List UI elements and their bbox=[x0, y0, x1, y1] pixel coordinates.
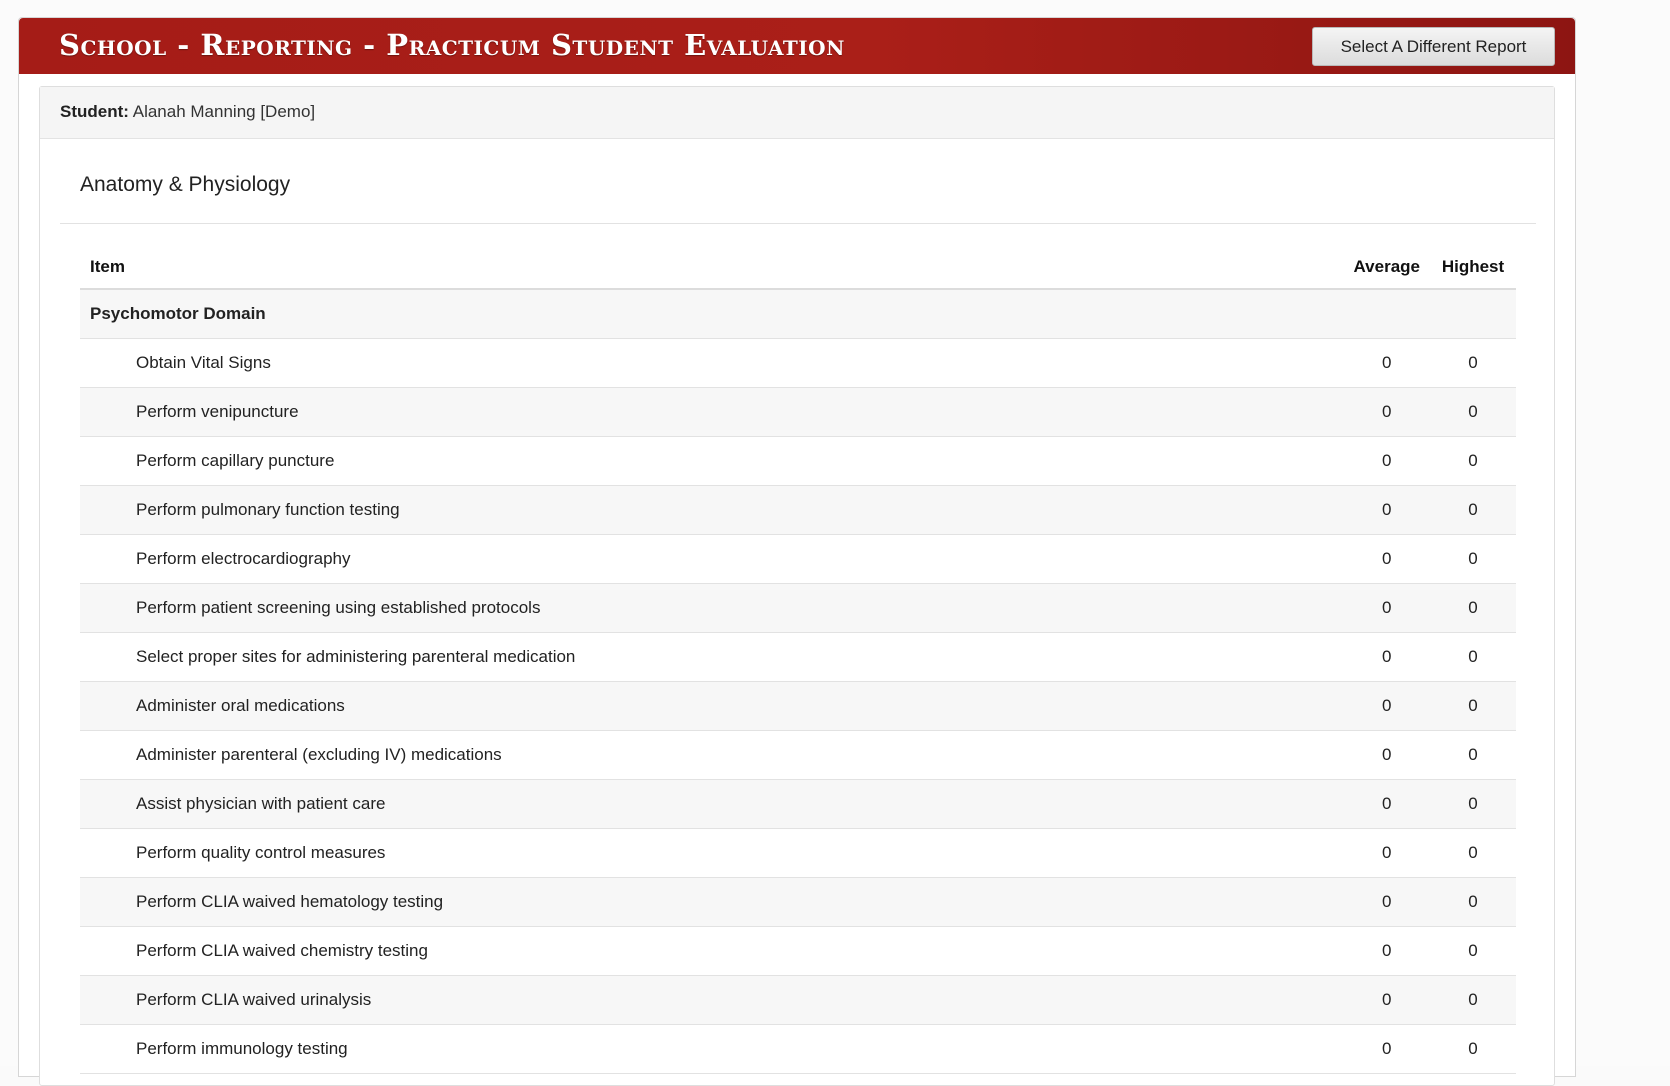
report-content bbox=[39, 86, 1555, 1086]
table-row bbox=[80, 338, 1516, 387]
report-panel bbox=[18, 17, 1576, 1077]
row-average-value: 0 bbox=[1344, 632, 1430, 681]
column-header-average: Average bbox=[1344, 245, 1430, 289]
row-item-label: Assist physician with patient care bbox=[80, 779, 1344, 828]
row-item-label: Perform CLIA waived chemistry testing bbox=[80, 926, 1344, 975]
row-highest-value: 0 bbox=[1430, 975, 1516, 1024]
row-item-label: Perform CLIA waived urinalysis bbox=[80, 975, 1344, 1024]
table-row bbox=[80, 485, 1516, 534]
row-item-label: Perform immunology testing bbox=[80, 1024, 1344, 1073]
table-body bbox=[80, 289, 1516, 1073]
table-row bbox=[80, 975, 1516, 1024]
table-header-row bbox=[80, 245, 1516, 289]
section-title: Anatomy & Physiology bbox=[80, 173, 291, 196]
student-label: Student: bbox=[60, 102, 129, 121]
row-average-value: 0 bbox=[1344, 436, 1430, 485]
table-row bbox=[80, 681, 1516, 730]
row-highest-value: 0 bbox=[1430, 387, 1516, 436]
row-average-value: 0 bbox=[1344, 387, 1430, 436]
row-item-label: Perform quality control measures bbox=[80, 828, 1344, 877]
row-average-value: 0 bbox=[1344, 534, 1430, 583]
table-row bbox=[80, 877, 1516, 926]
row-highest-value: 0 bbox=[1430, 926, 1516, 975]
row-item-label: Perform venipuncture bbox=[80, 387, 1344, 436]
student-info bbox=[60, 102, 315, 122]
select-different-report-button[interactable]: Select A Different Report bbox=[1312, 27, 1555, 66]
row-average-value: 0 bbox=[1344, 730, 1430, 779]
row-average-value: 0 bbox=[1344, 1024, 1430, 1073]
row-item-label: Perform capillary puncture bbox=[80, 436, 1344, 485]
table-row bbox=[80, 387, 1516, 436]
table-row bbox=[80, 779, 1516, 828]
row-highest-value: 0 bbox=[1430, 779, 1516, 828]
row-average-value: 0 bbox=[1344, 828, 1430, 877]
group-highest-cell bbox=[1430, 289, 1516, 338]
column-header-item: Item bbox=[80, 245, 1344, 289]
section-divider bbox=[60, 223, 1536, 224]
row-item-label: Administer oral medications bbox=[80, 681, 1344, 730]
student-info-bar bbox=[40, 87, 1554, 139]
row-average-value: 0 bbox=[1344, 338, 1430, 387]
row-item-label: Perform pulmonary function testing bbox=[80, 485, 1344, 534]
evaluation-table bbox=[80, 245, 1516, 1074]
page-title: School - Reporting - Practicum Student Evaluation bbox=[59, 28, 845, 62]
row-highest-value: 0 bbox=[1430, 1024, 1516, 1073]
row-average-value: 0 bbox=[1344, 681, 1430, 730]
row-highest-value: 0 bbox=[1430, 730, 1516, 779]
student-name: Alanah Manning [Demo] bbox=[132, 102, 316, 121]
row-item-label: Administer parenteral (excluding IV) medications bbox=[80, 730, 1344, 779]
report-header bbox=[19, 18, 1575, 74]
row-highest-value: 0 bbox=[1430, 828, 1516, 877]
table-row bbox=[80, 583, 1516, 632]
row-item-label: Obtain Vital Signs bbox=[80, 338, 1344, 387]
row-item-label: Select proper sites for administering parenteral medication bbox=[80, 632, 1344, 681]
table-row bbox=[80, 730, 1516, 779]
row-average-value: 0 bbox=[1344, 779, 1430, 828]
row-average-value: 0 bbox=[1344, 926, 1430, 975]
row-highest-value: 0 bbox=[1430, 583, 1516, 632]
group-row bbox=[80, 289, 1516, 338]
group-label: Psychomotor Domain bbox=[80, 289, 1344, 338]
row-average-value: 0 bbox=[1344, 877, 1430, 926]
table-row bbox=[80, 632, 1516, 681]
group-average-cell bbox=[1344, 289, 1430, 338]
table-row bbox=[80, 534, 1516, 583]
row-highest-value: 0 bbox=[1430, 681, 1516, 730]
row-item-label: Perform patient screening using established protocols bbox=[80, 583, 1344, 632]
row-average-value: 0 bbox=[1344, 485, 1430, 534]
table-row bbox=[80, 436, 1516, 485]
row-item-label: Perform electrocardiography bbox=[80, 534, 1344, 583]
row-highest-value: 0 bbox=[1430, 338, 1516, 387]
row-highest-value: 0 bbox=[1430, 534, 1516, 583]
row-average-value: 0 bbox=[1344, 583, 1430, 632]
table-row bbox=[80, 926, 1516, 975]
row-highest-value: 0 bbox=[1430, 632, 1516, 681]
row-item-label: Perform CLIA waived hematology testing bbox=[80, 877, 1344, 926]
table-row bbox=[80, 828, 1516, 877]
row-average-value: 0 bbox=[1344, 975, 1430, 1024]
row-highest-value: 0 bbox=[1430, 485, 1516, 534]
column-header-highest: Highest bbox=[1430, 245, 1516, 289]
row-highest-value: 0 bbox=[1430, 877, 1516, 926]
row-highest-value: 0 bbox=[1430, 436, 1516, 485]
